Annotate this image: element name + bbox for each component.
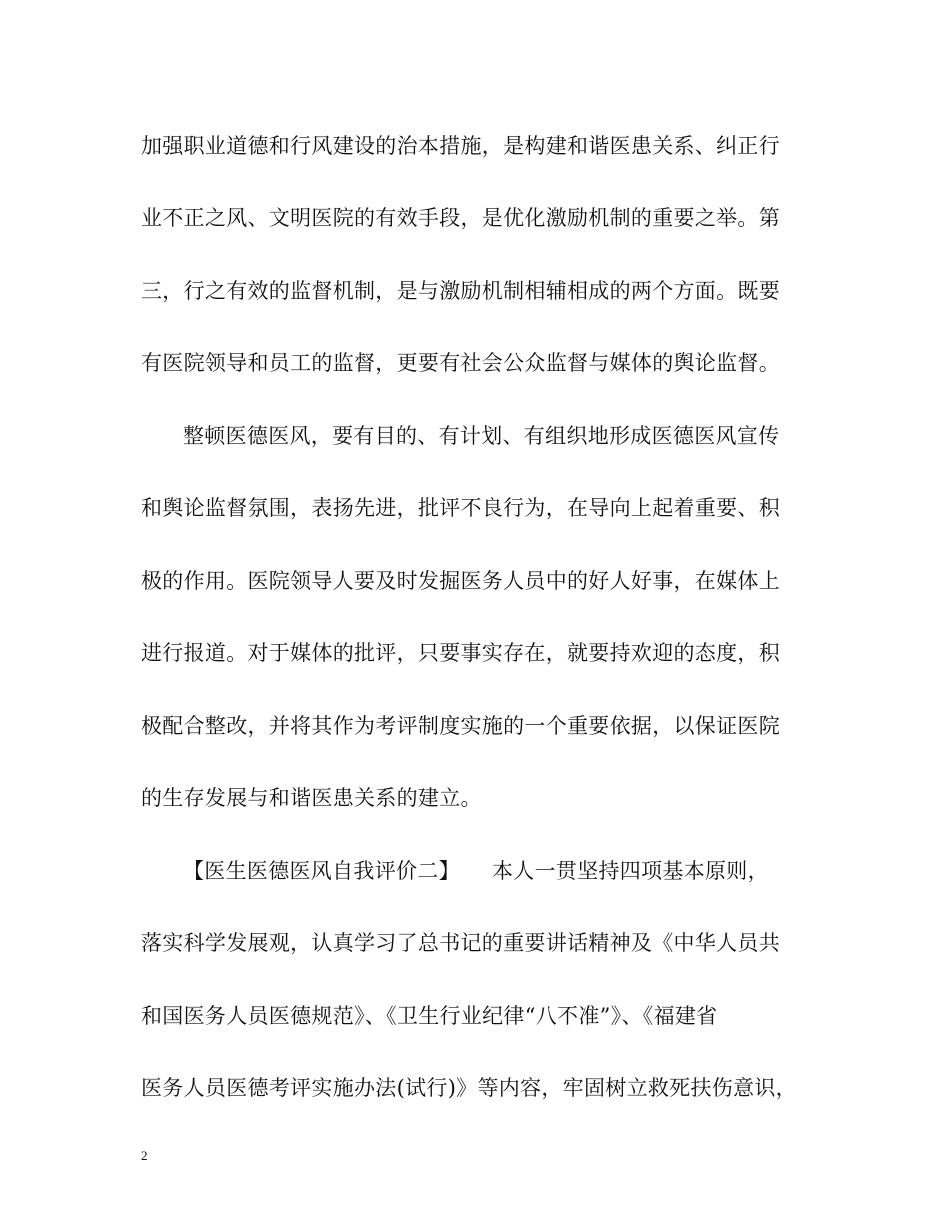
- text-line-6: 和舆论监督氛围，表扬先进，批评不良行为，在导向上起着重要、积: [141, 496, 780, 520]
- text-line-8: 进行报道。对于媒体的批评，只要事实存在，就要持欢迎的态度，积: [141, 641, 780, 665]
- text-line-14: 医务人员医德考评实施办法(试行)》等内容，牢固树立救死扶伤意识，: [141, 1076, 797, 1100]
- text-line-4: 有医院领导和员工的监督，更要有社会公众监督与媒体的舆论监督。: [141, 351, 780, 375]
- text-line-9: 极配合整改，并将其作为考评制度实施的一个重要依据，以保证医院: [141, 714, 780, 738]
- page-number: 2: [141, 1148, 148, 1163]
- text-line-12: 落实科学发展观，认真学习了总书记的重要讲话精神及《中华人员共: [141, 931, 780, 955]
- text-line-3: 三，行之有效的监督机制，是与激励机制相辅相成的两个方面。既要: [141, 279, 780, 303]
- paragraph-start-line-5: 整顿医德医风，要有目的、有计划、有组织地形成医德医风宣传: [183, 424, 780, 448]
- text-line-1: 加强职业道德和行风建设的治本措施，是构建和谐医患关系、纠正行: [141, 134, 780, 158]
- text-line-10: 的生存发展与和谐医患关系的建立。: [141, 786, 482, 810]
- text-line-7: 极的作用。医院领导人要及时发掘医务人员中的好人好事，在媒体上: [141, 569, 780, 593]
- text-line-2: 业不正之风、文明医院的有效手段，是优化激励机制的重要之举。第: [141, 206, 780, 230]
- section-heading-line-11: 【医生医德医风自我评价二】 本人一贯坚持四项基本原则，: [183, 859, 769, 883]
- text-line-13: 和国医务人员医德规范》、《卫生行业纪律“八不准”》、《福建省: [141, 1004, 718, 1028]
